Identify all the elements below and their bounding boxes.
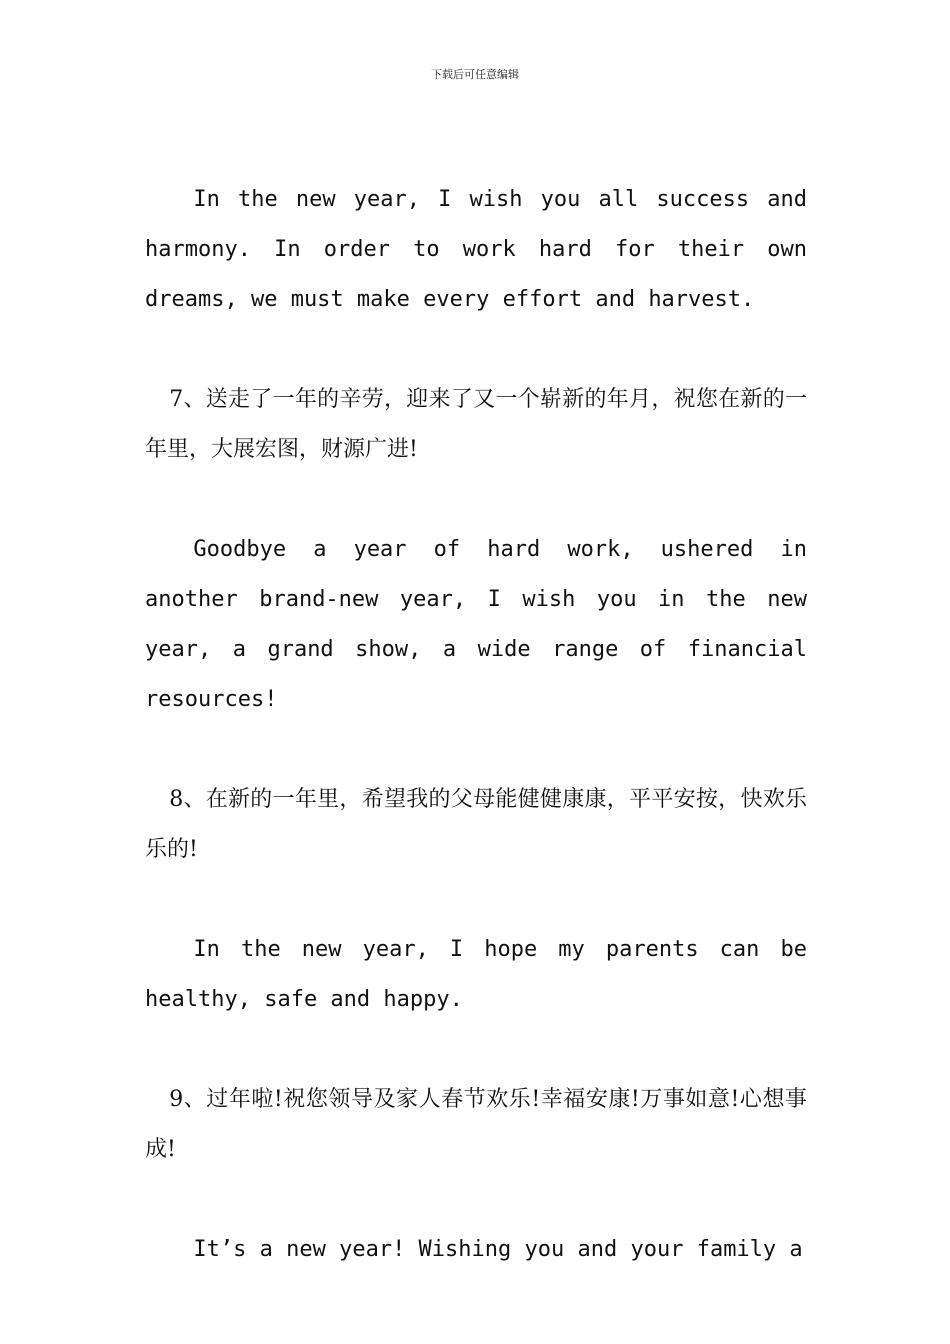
paragraph-english-8: In the new year, I hope my parents can be healthy, safe and happy. bbox=[145, 937, 807, 1012]
paragraph-spacer bbox=[145, 1175, 807, 1225]
paragraph-spacer bbox=[145, 1025, 807, 1075]
paragraph-spacer bbox=[145, 325, 807, 375]
paragraph-english-1: In the new year, I wish you all success and harmony. In order to work hard for their own dreams, we must make every effort and harvest. bbox=[145, 187, 807, 312]
paragraph-chinese-7: 7、送走了一年的辛劳，迎来了又一个崭新的年月，祝您在新的一年里，大展宏图，财源广进! bbox=[145, 387, 807, 462]
paragraph-english-9: It’s a new year! Wishing you and your family a bbox=[193, 1237, 803, 1262]
paragraph-english-7: Goodbye a year of hard work, ushered in another brand-new year, I wish you in the new year, a grand show, a wide range of financial resources! bbox=[145, 537, 807, 712]
paragraph-chinese-8: 8、在新的一年里，希望我的父母能健健康康，平平安按，快欢乐乐的! bbox=[145, 787, 807, 862]
paragraph-spacer bbox=[145, 725, 807, 775]
document-body bbox=[145, 175, 807, 1275]
paragraph-chinese-9: 9、过年啦!祝您领导及家人春节欢乐!幸福安康!万事如意!心想事成! bbox=[145, 1087, 807, 1162]
page-header-note: 下载后可任意编辑 bbox=[431, 68, 519, 81]
paragraph-spacer bbox=[145, 475, 807, 525]
paragraph-spacer bbox=[145, 875, 807, 925]
